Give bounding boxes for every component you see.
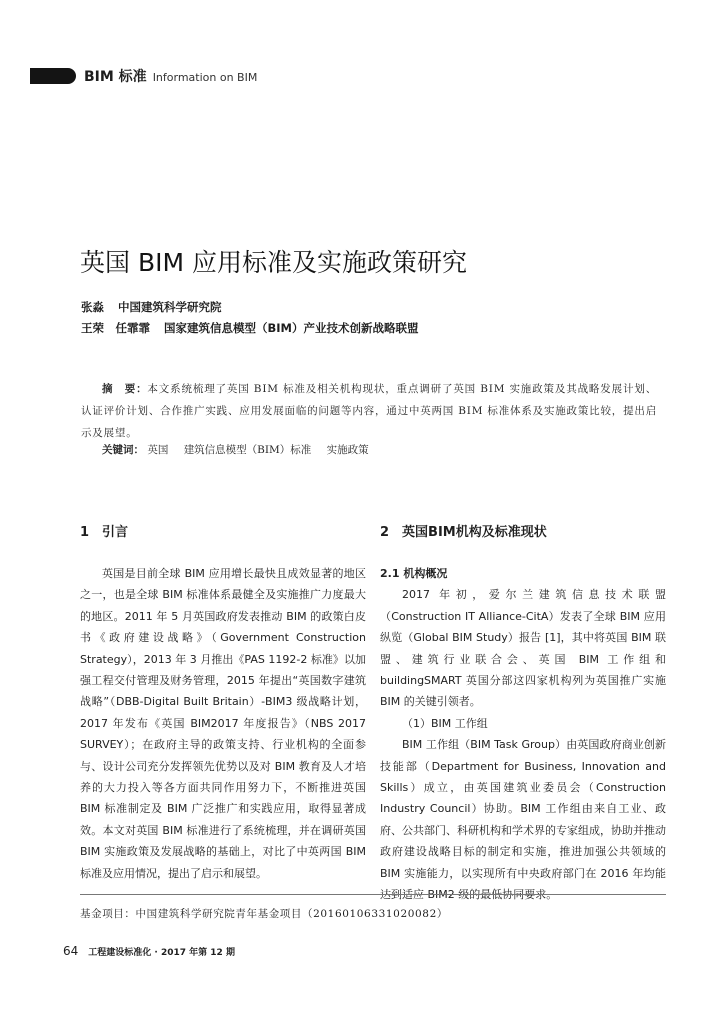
keyword: 建筑信息模型（BIM）标准 bbox=[183, 444, 312, 456]
article-title: 英国 BIM 应用标准及实施政策研究 bbox=[80, 248, 467, 277]
left-column bbox=[80, 563, 366, 884]
section-heading-introduction: 1 引言 bbox=[80, 525, 129, 540]
keywords-label: 关键词： bbox=[102, 444, 144, 456]
keywords bbox=[102, 441, 381, 459]
section-label-en: Information on BIM bbox=[152, 71, 258, 84]
journal-name: 工程建设标准化 · 2017 年第 12 期 bbox=[88, 948, 235, 958]
author-line bbox=[81, 320, 433, 336]
section-marker-bar bbox=[30, 68, 76, 84]
author-line bbox=[81, 299, 236, 315]
page-footer bbox=[63, 944, 235, 960]
author-names: 王荣 任霏霏 bbox=[81, 321, 150, 335]
keyword: 英国 bbox=[147, 444, 169, 456]
body-paragraph: 2017 年初，爱尔兰建筑信息技术联盟（Construction IT Alliance-CitA）发表了全球 BIM 应用纵览（Global BIM Study）报告 [1]，其中将英国 BIM 联盟、建筑行业联合会、英国 BIM 工作组和 buildingSMART 英国分部这四家机构列为英国推广实施 BIM 的关键引领者。 bbox=[380, 588, 666, 709]
keyword: 实施政策 bbox=[326, 444, 369, 456]
body-paragraph: BIM 工作组（BIM Task Group）由英国政府商业创新技能部（Department for Business, Innovation and Skills）成立，由英国建筑业委员会（Construction Industry Council）协助。BIM 工作组由来自工业、政府、公共部门、科研机构和学术界的专家组成，协助并推动政府建设战略目标的制定和实施，推进加强公共领域的 BIM 实施能力，以实现所有中央政府部门在 2016 年均能达到适应 BIM2 级的最低协同要求。 bbox=[380, 738, 666, 902]
abstract-text: 本文系统梳理了英国 BIM 标准及相关机构现状，重点调研了英国 BIM 实施政策及其战略发展计划、认证评价计划、合作推广实践、应用发展面临的问题等内容，通过中英两国 BIM 标准体系及实施政策比较，提出启示及展望。 bbox=[81, 383, 657, 439]
fund-note: 基金项目：中国建筑科学研究院青年基金项目（20160106331020082） bbox=[80, 908, 448, 920]
page-number: 64 bbox=[63, 944, 79, 958]
subsection-heading: 2.1 机构概况 bbox=[380, 567, 448, 580]
abstract bbox=[81, 378, 657, 444]
author-names: 张淼 bbox=[81, 300, 104, 314]
footnote-divider bbox=[80, 894, 666, 895]
intro-paragraph: 英国是目前全球 BIM 应用增长最快且成效显著的地区之一，也是全球 BIM 标准体系最健全及实施推广力度最大的地区。2011 年 5 月英国政府发表推动 BIM 的政策白皮书《政府建设战略》（Government Construction Strategy），2013 年 3 月推出《PAS 1192-2 标准》以加强工程交付管理及财务管理，2015 年提出“英国数字建筑战略”（DBB-Digital Built Britain）-BIM3 级战略计划，2017 年发布《英国 BIM2017 年度报告》（NBS 2017 SURVEY）；在政府主导的政策支持、行业机构的全面参与、设计公司充分发挥领先优势以及对 BIM 教育及人才培养的大力投入等各方面共同作用努力下，不断推进英国 BIM 标准制定及 BIM 广泛推广和实践应用，取得显著成效。本文对英国 BIM 标准进行了系统梳理，并在调研英国 BIM 实施政策及发展战略的基础上，对比了中英两国 BIM 标准及应用情况，提出了启示和展望。 bbox=[80, 567, 366, 880]
section-heading-institutions: 2 英国BIM机构及标准现状 bbox=[380, 525, 547, 540]
author-org: 中国建筑科学研究院 bbox=[118, 300, 222, 314]
section-label bbox=[84, 68, 257, 87]
right-column bbox=[380, 563, 666, 906]
author-org: 国家建筑信息模型（BIM）产业技术创新战略联盟 bbox=[164, 321, 419, 335]
list-item-heading: （1）BIM 工作组 bbox=[402, 716, 488, 730]
abstract-label: 摘 要： bbox=[102, 383, 148, 395]
section-label-cn: BIM 标准 bbox=[84, 69, 147, 85]
